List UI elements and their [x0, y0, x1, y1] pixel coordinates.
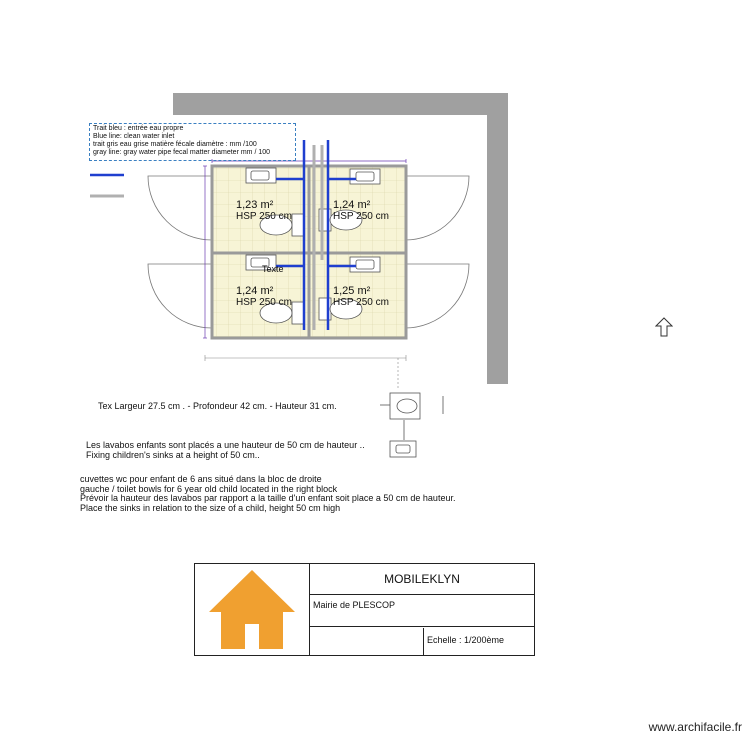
room-area-4: 1,25 m²	[333, 285, 371, 297]
room-hsp-1: HSP 250 cm	[236, 211, 292, 222]
toilet-detail	[380, 393, 443, 440]
toilet-block	[212, 166, 406, 338]
room-area-2: 1,24 m²	[333, 199, 371, 211]
overall-dimension	[205, 355, 406, 390]
sink-detail	[390, 441, 416, 457]
note-sinks-en: Fixing children's sinks at a height of 50 cm..	[86, 450, 260, 460]
legend-line-3: trait gris eau grise matière fécale diamètre : mm /100	[93, 141, 257, 148]
room-area-1: 1,23 m²	[236, 199, 274, 211]
legend-line-2: Blue line: clean water inlet	[93, 133, 175, 140]
legend-box	[89, 123, 296, 161]
title-block	[194, 563, 535, 656]
room-hsp-3: HSP 250 cm	[236, 297, 292, 308]
house-icon	[195, 564, 309, 655]
scale-label: Echelle : 1/200ème	[423, 628, 534, 655]
legend-line-1: Trait bleu : entrée eau propre	[93, 125, 184, 132]
note-block-2: gauche / toilet bowls for 6 year old child located in the right block	[80, 484, 338, 494]
note-dimensions: Tex Largeur 27.5 cm . - Profondeur 42 cm. - Hauteur 31 cm.	[98, 401, 337, 411]
note-block-4: Place the sinks in relation to the size of a child, height 50 cm high	[80, 503, 341, 513]
north-arrow-icon[interactable]	[655, 317, 673, 337]
house-logo	[195, 564, 310, 655]
room-hsp-4: HSP 250 cm	[333, 297, 389, 308]
room-text-label: Texte	[262, 264, 284, 274]
note-sinks-fr: Les lavabos enfants sont placés a une hauteur de 50 cm de hauteur ..	[86, 440, 365, 450]
client-name: Mairie de PLESCOP	[310, 595, 534, 627]
room-hsp-2: HSP 250 cm	[333, 211, 389, 222]
project-title: MOBILEKLYN	[310, 564, 534, 595]
legend-line-4: gray line: gray water pipe fecal matter diameter mm / 100	[93, 149, 271, 156]
note-block-1: cuvettes wc pour enfant de 6 ans situé dans la bloc de droite	[80, 474, 322, 484]
watermark[interactable]: www.archifacile.fr	[648, 720, 742, 734]
room-area-3: 1,24 m²	[236, 285, 274, 297]
note-block-3: Prévoir la hauteur des lavabos par rapport a la taille d'un enfant soit place a 50 cm de hauteur.	[80, 493, 456, 503]
